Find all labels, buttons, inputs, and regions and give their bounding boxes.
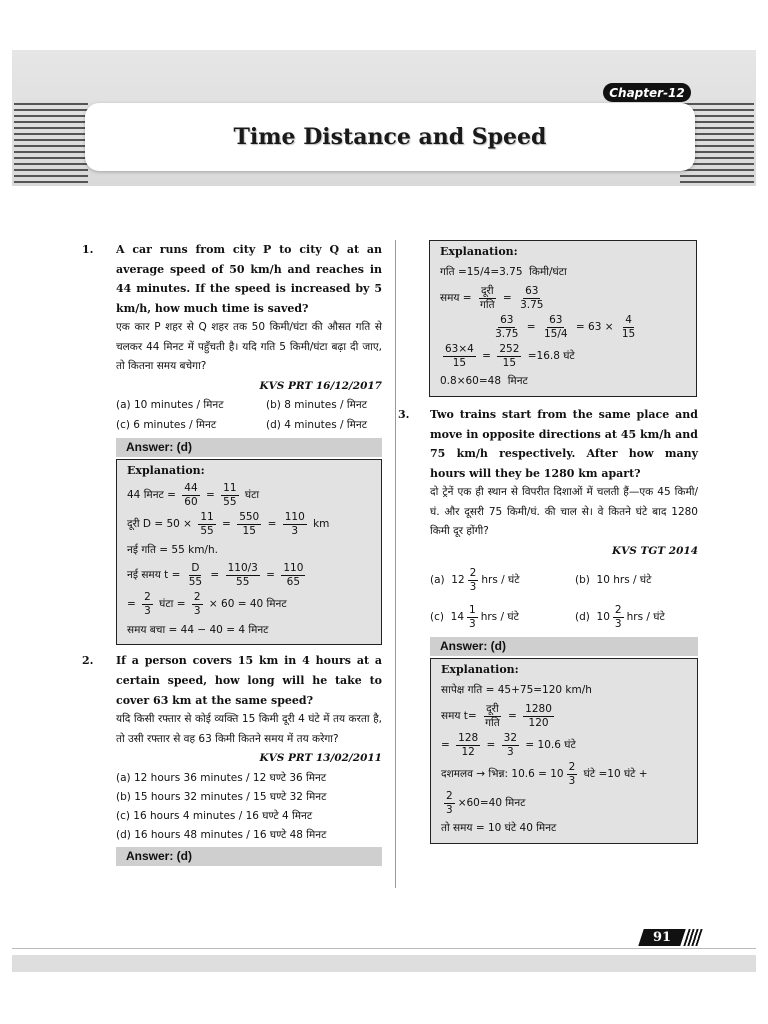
options-grid (116, 396, 382, 435)
denominator: 3 (469, 581, 477, 594)
fraction (444, 790, 455, 817)
numerator: 2 (568, 761, 576, 774)
option-d[interactable] (575, 604, 698, 631)
math-text: (b) 10 hrs / घंटे (575, 573, 652, 586)
denominator: 3.75 (495, 328, 519, 340)
denominator: 3 (568, 775, 576, 788)
fraction (483, 703, 502, 730)
option-b[interactable]: (b) 8 minutes / मिनट (266, 399, 368, 412)
math-text: ×60=40 मिनट (457, 796, 526, 809)
numerator: 63 (525, 285, 539, 297)
math-text: hrs / घंटे (626, 610, 665, 623)
question-number: 1. (82, 243, 94, 256)
denominator: 3 (507, 746, 514, 759)
denominator: 60 (184, 496, 198, 509)
footer-rule (12, 948, 756, 949)
math-text: 44 मिनट = (127, 489, 180, 502)
denominator: 3 (614, 618, 622, 631)
denominator: 55 (188, 576, 203, 589)
fraction (523, 703, 554, 730)
fraction (283, 511, 307, 538)
math-text: = (504, 709, 521, 722)
math-text: (c) 14 (430, 610, 465, 623)
math-text: (a) 12 (430, 573, 465, 586)
option-a[interactable] (430, 567, 575, 594)
denominator: गति (479, 299, 495, 311)
denominator: 15 (502, 357, 517, 369)
explanation-math (441, 681, 687, 839)
math-line (440, 372, 686, 392)
numerator: 110 (283, 562, 304, 575)
option-b[interactable]: (b) 15 hours 32 minutes / 15 घण्टे 32 मिनट (116, 790, 327, 803)
math-line (440, 343, 686, 370)
denominator: 3 (144, 605, 151, 618)
fraction (620, 314, 637, 341)
chapter-tag: Chapter-12 (603, 83, 691, 102)
math-text: गति =15/4=3.75 किमी/घंटा (440, 266, 567, 279)
numerator: 11 (223, 482, 237, 495)
question-source: KVS TGT 2014 (612, 544, 698, 557)
explanation-box-q2 (429, 240, 697, 397)
math-text: hrs / घंटे (481, 573, 520, 586)
fraction (467, 604, 478, 631)
numerator: 44 (184, 482, 198, 495)
math-text: समय t= (441, 709, 481, 722)
numerator: 2 (469, 567, 477, 580)
numerator: दूरी (486, 703, 499, 716)
explanation-box (430, 658, 698, 844)
numerator: 2 (614, 604, 622, 617)
fraction (456, 732, 480, 759)
denominator: 12 (461, 746, 475, 759)
math-line (440, 263, 686, 283)
math-text: = (202, 489, 219, 502)
math-line (441, 703, 687, 730)
option-d[interactable]: (d) 16 hours 48 minutes / 16 घण्टे 48 मिनट (116, 828, 327, 841)
numerator: 110/3 (227, 562, 258, 575)
fraction (542, 314, 570, 341)
denominator: 3.75 (520, 299, 544, 311)
math-line (441, 732, 687, 759)
numerator: 2 (144, 591, 151, 604)
math-text: दशमलव → भिन्न: 10.6 = 10 (441, 767, 564, 780)
fraction (443, 343, 476, 370)
fraction (468, 567, 479, 594)
left-column (82, 240, 382, 866)
math-text: hrs / घंटे (480, 610, 519, 623)
numerator: 63×4 (445, 343, 474, 355)
math-line (441, 819, 687, 839)
math-text: = 10.6 घंटे (522, 738, 576, 751)
fraction (567, 761, 578, 788)
math-text: सापेक्ष गति = 45+75=120 km/h (441, 684, 592, 697)
denominator: 15 (621, 328, 636, 340)
numerator: दूरी (480, 285, 494, 297)
numerator: D (191, 562, 200, 575)
numerator: 110 (284, 511, 305, 524)
footer-band (12, 955, 756, 972)
explanation-title: Explanation: (127, 464, 205, 478)
fraction (226, 562, 260, 589)
chapter-title: Time Distance and Speed (233, 124, 547, 150)
denominator: 15/4 (543, 328, 568, 340)
fraction (502, 732, 519, 759)
option-d[interactable]: (d) 4 minutes / मिनट (266, 418, 368, 431)
question-text-en: If a person covers 15 km in 4 hours at a certain speed, how long will he take to cover 63 km at the same speed? (116, 654, 382, 707)
numerator: 4 (625, 314, 632, 326)
denominator: गति (485, 717, 500, 730)
math-line (127, 482, 371, 509)
fraction (187, 562, 204, 589)
denominator: 55 (200, 525, 214, 538)
math-text: घंटा = (155, 598, 189, 611)
answer-bar: Answer: (d) (116, 438, 382, 457)
numerator: 128 (458, 732, 479, 745)
math-text: (d) 10 (575, 610, 610, 623)
math-text: km (309, 518, 330, 531)
explanation-math (127, 482, 371, 640)
decorative-stripes-left (14, 103, 88, 183)
math-text: समय = (440, 291, 475, 304)
option-c[interactable]: (c) 6 minutes / मिनट (116, 418, 217, 431)
math-text: घंटा (241, 489, 260, 502)
numerator: 1 (469, 604, 476, 617)
fraction (497, 343, 521, 370)
math-text: =16.8 घंटे (524, 349, 575, 362)
math-text: × 60 = 40 मिनट (205, 598, 287, 611)
math-text: = (264, 518, 280, 531)
math-text: = (483, 738, 499, 751)
column-divider (395, 240, 396, 888)
answer-bar: Answer: (d) (430, 637, 698, 656)
numerator: 2 (446, 790, 453, 803)
math-line (127, 511, 371, 538)
math-text: = (499, 291, 516, 304)
option-c[interactable] (430, 604, 575, 631)
numerator: 550 (239, 511, 260, 524)
question-text-hi: दो ट्रेनें एक ही स्थान से विपरीत दिशाओं में चलती हैं—एक 45 किमी/घं. और दूसरी 75 किमी/घं. की चाल से। वे कितने घंटे बाद 1280 किमी दूर होंगी? (430, 486, 698, 538)
options-grid (430, 565, 698, 633)
explanation-title: Explanation: (440, 245, 518, 258)
fraction (142, 591, 153, 618)
question-number: 3. (398, 408, 410, 421)
math-text: समय बचा = 44 − 40 = 4 मिनट (127, 623, 269, 636)
explanation-math (440, 263, 686, 392)
question-text-en: Two trains start from the same place and move in opposite directions at 45 km/h and 75 km/h respectively. After how many hours will they be 1280 km apart? (430, 408, 698, 480)
math-text: = (262, 569, 279, 582)
option-a[interactable]: (a) 12 hours 36 minutes / 12 घण्टे 36 मिनट (116, 771, 327, 784)
math-text: = (523, 320, 539, 333)
math-text: = (218, 518, 235, 531)
question-source: KVS PRT 13/02/2011 (259, 751, 382, 764)
option-c[interactable]: (c) 16 hours 4 minutes / 16 घण्टे 4 मिनट (116, 809, 313, 822)
math-text: घंटे =10 घंटे + (580, 767, 648, 780)
fraction (281, 562, 305, 589)
math-line (440, 285, 686, 312)
explanation-box (116, 459, 382, 645)
math-line (127, 540, 371, 560)
question-1 (82, 240, 382, 645)
math-line (441, 761, 687, 788)
math-text: दूरी D = 50 × (127, 518, 196, 531)
question-source: KVS PRT 16/12/2017 (259, 379, 382, 392)
question-text-hi: एक कार P शहर से Q शहर तक 50 किमी/घंटा की औसत गति से चलकर 44 मिनट में पहुँचती है। यदि गति 5 किमी/घंटा बढ़ा दी जाए, तो कितना समय बचेगा? (116, 321, 382, 373)
numerator: 2 (193, 591, 201, 604)
numerator: 11 (200, 511, 214, 524)
numerator: 32 (503, 732, 518, 745)
math-text: = (478, 349, 495, 362)
fraction (221, 482, 238, 509)
answer-bar: Answer: (d) (116, 847, 382, 866)
page-number: 91 (652, 930, 672, 945)
math-text (440, 318, 490, 338)
denominator: 3 (193, 605, 201, 618)
fraction (192, 591, 203, 618)
math-line (127, 620, 371, 640)
math-text: = (441, 738, 454, 751)
math-line (127, 562, 371, 589)
question-3 (398, 405, 698, 844)
fraction (518, 285, 545, 312)
denominator: 65 (286, 576, 301, 589)
math-text: तो समय = 10 घंटे 40 मिनट (441, 822, 557, 835)
question-text-en: A car runs from city P to city Q at an average speed of 50 km/h and reaches in 44 minutes. If the speed is increased by 5 km/h, how much time is saved? (116, 243, 382, 315)
math-text: 0.8×60=48 मिनट (440, 375, 528, 388)
question-number: 2. (82, 654, 94, 668)
fraction (182, 482, 199, 509)
question-text-hi: यदि किसी रफ्तार से कोई व्यक्ति 15 किमी दूरी 4 घंटे में तय करता है, तो उसी रफ्तार से वह 63 किमी कितने समय में तय करेगा? (116, 713, 382, 745)
math-line (127, 591, 371, 618)
right-column (398, 240, 698, 844)
options-list (116, 769, 382, 845)
denominator: 3 (469, 618, 476, 631)
fraction (613, 604, 624, 631)
math-text: नई गति = 55 km/h. (127, 543, 218, 556)
question-2 (82, 651, 382, 865)
fraction (237, 511, 261, 538)
math-text: नई समय t = (127, 569, 184, 582)
fraction (478, 285, 497, 312)
numerator: 63 (500, 314, 514, 326)
denominator: 120 (528, 717, 549, 730)
math-line (440, 314, 686, 341)
denominator: 55 (236, 576, 250, 589)
fraction (198, 511, 215, 538)
math-text: = (207, 569, 223, 582)
math-text: = (127, 598, 140, 611)
denominator: 3 (291, 525, 299, 538)
math-line (441, 681, 687, 701)
math-line (441, 790, 687, 817)
chapter-title-box (85, 103, 695, 171)
page-number-badge (638, 929, 686, 946)
numerator: 63 (549, 314, 563, 326)
denominator: 55 (223, 496, 237, 509)
denominator: 3 (446, 804, 453, 817)
page-number-slashes (683, 929, 703, 946)
numerator: 252 (499, 343, 520, 355)
option-a[interactable]: (a) 10 minutes / मिनट (116, 399, 224, 412)
numerator: 1280 (525, 703, 552, 716)
math-text: = 63 × (572, 320, 617, 333)
fraction (493, 314, 520, 341)
denominator: 15 (242, 525, 256, 538)
denominator: 15 (452, 357, 467, 369)
option-b[interactable] (575, 567, 698, 594)
explanation-title: Explanation: (441, 663, 519, 677)
